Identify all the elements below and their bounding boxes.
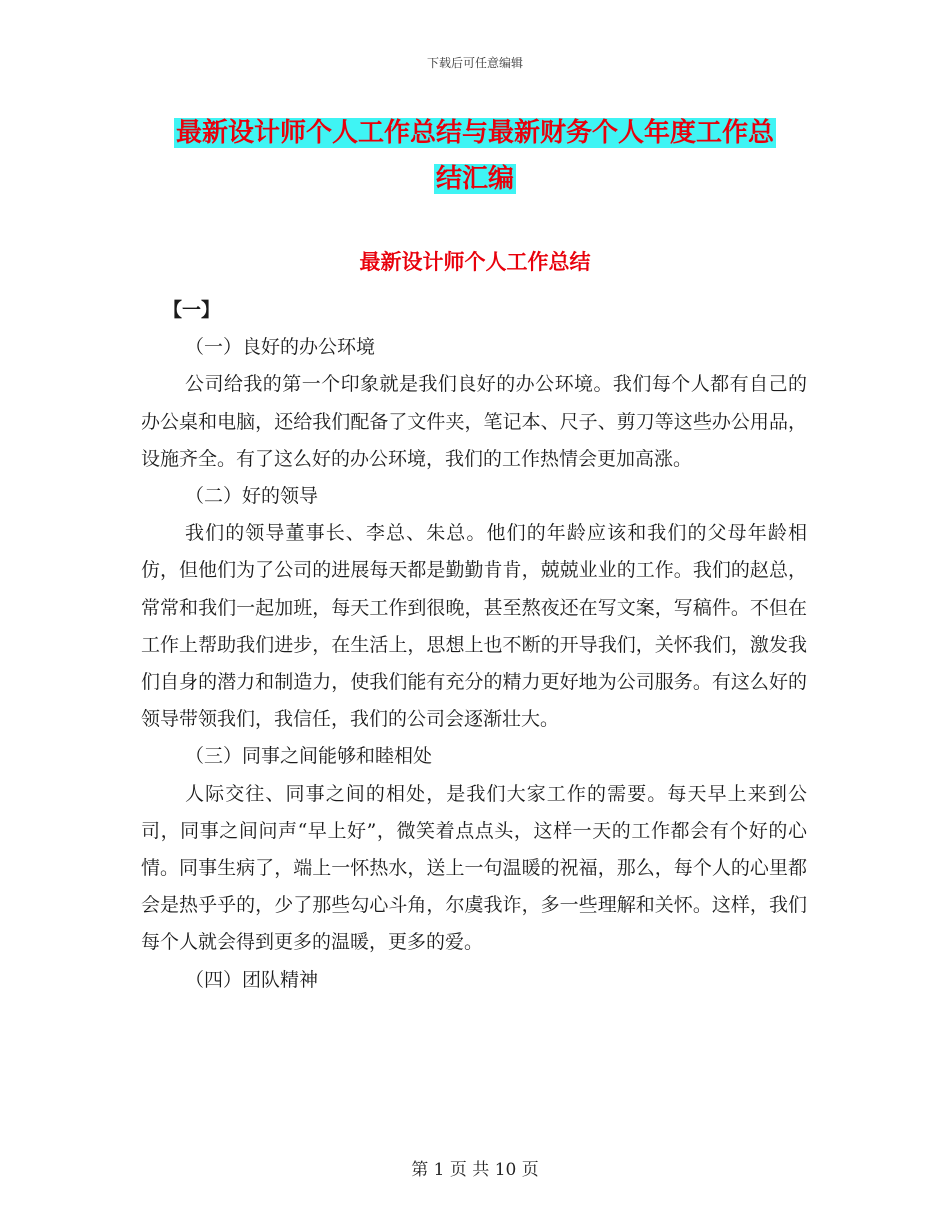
section-title: 最新设计师个人工作总结 [359, 250, 591, 274]
section-marker: 【一】 [163, 299, 221, 321]
document-title-line1: 最新设计师个人工作总结与最新财务个人年度工作总 [175, 118, 774, 148]
subheading-4: （四）团队精神 [185, 968, 319, 991]
document-title-line2: 结汇编 [435, 164, 514, 194]
subheading-2: （二）好的领导 [185, 485, 319, 508]
document-body [141, 292, 807, 999]
paragraph-3: 人际交往、同事之间的相处，是我们大家工作的需要。每天早上来到公司，同事之间问声“早上好”，微笑着点点头，这样一天的工作都会有个好的心情。同事生病了，端上一怀热水，送上一句温暖的祝福，那么，每个人的心里都会是热乎乎的，少了那些勾心斗角，尔虞我诈，多一些理解和关怀。这样，我们每个人就会得到更多的温暖，更多的爱。 [141, 782, 807, 954]
page-footer: 第 1 页 共 10 页 [411, 1160, 539, 1180]
paragraph-1: 公司给我的第一个印象就是我们良好的办公环境。我们每个人都有自己的办公桌和电脑，还给我们配备了文件夹，笔记本、尺子、剪刀等这些办公用品，设施齐全。有了这么好的办公环境，我们的工作热情会更加高涨。 [141, 373, 807, 470]
subheading-3: （三）同事之间能够和睦相处 [185, 745, 433, 768]
header-note: 下载后可任意编辑 [426, 56, 523, 70]
document-title [0, 110, 950, 202]
paragraph-2: 我们的领导董事长、李总、朱总。他们的年龄应该和我们的父母年龄相仿，但他们为了公司的进展每天都是勤勤肯肯，兢兢业业的工作。我们的赵总，常常和我们一起加班，每天工作到很晚，甚至熬夜还在写文案，写稿件。不但在工作上帮助我们进步，在生活上，思想上也不断的开导我们，关怀我们，激发我们自身的潜力和制造力，使我们能有充分的精力更好地为公司服务。有这么好的领导带领我们，我信任，我们的公司会逐渐壮大。 [141, 522, 807, 731]
subheading-1: （一）良好的办公环境 [185, 336, 376, 359]
